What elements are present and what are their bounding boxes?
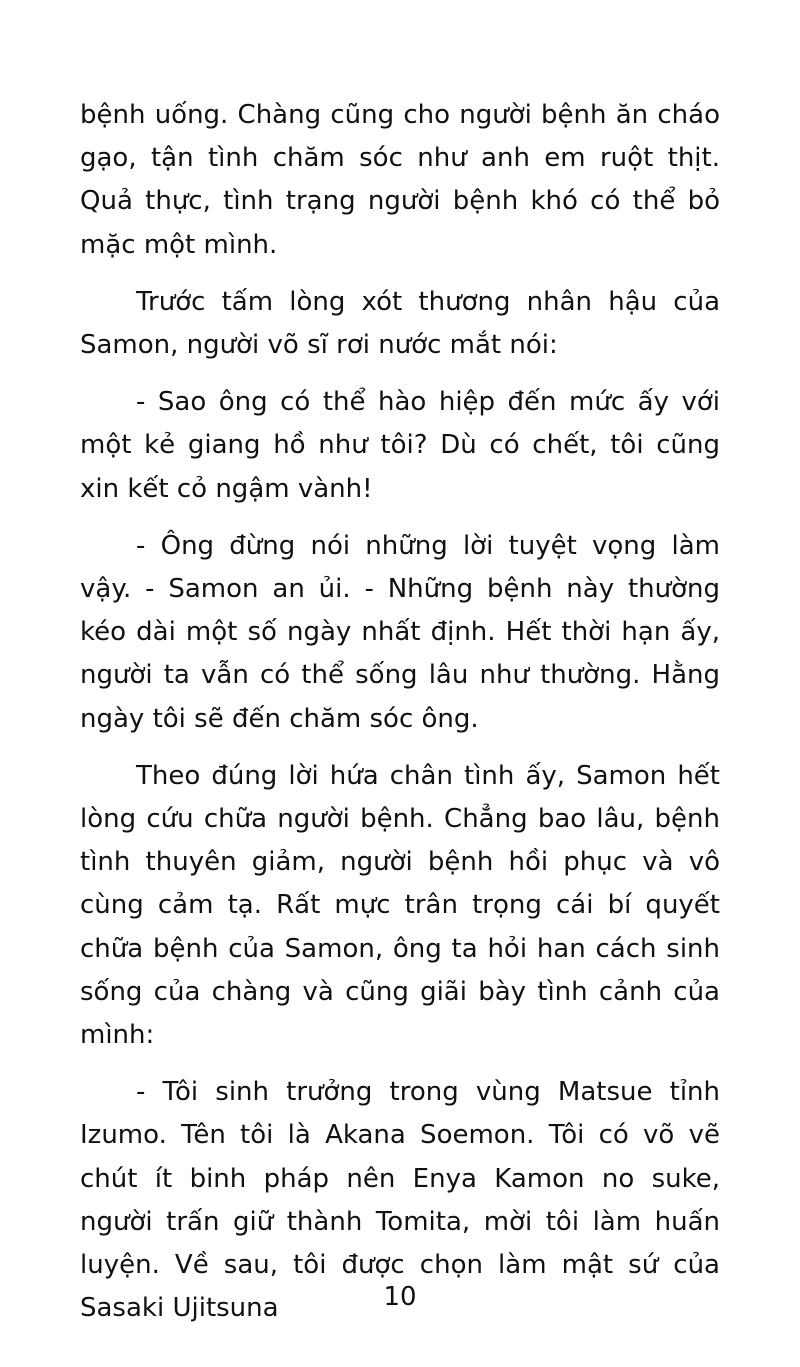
paragraph-6: - Tôi sinh trưởng trong vùng Matsue tỉnh Izumo. Tên tôi là Akana Soemon. Tôi có võ vẽ chút ít binh pháp nên Enya Kamon no suke, người trấn giữ thành Tomita, mời tôi làm huấn luyện. Về sau, tôi được chọn làm mật sứ của Sasaki Ujitsuna — [80, 1077, 720, 1324]
paragraph-5: Theo đúng lời hứa chân tình ấy, Samon hết lòng cứu chữa người bệnh. Chẳng bao lâu, bệnh tình thuyên giảm, người bệnh hồi phục và vô cùng cảm tạ. Rất mực trân trọng cái bí quyết chữa bệnh của Samon, ông ta hỏi han cách sinh sống của chàng và cũng giãi bày tình cảnh của mình: — [80, 760, 720, 1051]
paragraph-2: Trước tấm lòng xót thương nhân hậu của Samon, người võ sĩ rơi nước mắt nói: — [80, 286, 720, 361]
paragraph-4: - Ông đừng nói những lời tuyệt vọng làm vậy. - Samon an ủi. - Những bệnh này thường kéo dài một số ngày nhất định. Hết thời hạn ấy, người ta vẫn có thể sống lâu như thường. Hằng ngày tôi sẽ đến chăm sóc ông. — [80, 530, 720, 734]
page-number: 10 — [383, 1282, 417, 1312]
page-body — [80, 94, 720, 1330]
paragraph-3: - Sao ông có thể hào hiệp đến mức ấy với một kẻ giang hồ như tôi? Dù có chết, tôi cũng xin kết cỏ ngậm vành! — [80, 387, 720, 504]
paragraph-1: bệnh uống. Chàng cũng cho người bệnh ăn cháo gạo, tận tình chăm sóc như anh em ruột thịt. Quả thực, tình trạng người bệnh khó có thể bỏ mặc một mình. — [80, 100, 720, 260]
